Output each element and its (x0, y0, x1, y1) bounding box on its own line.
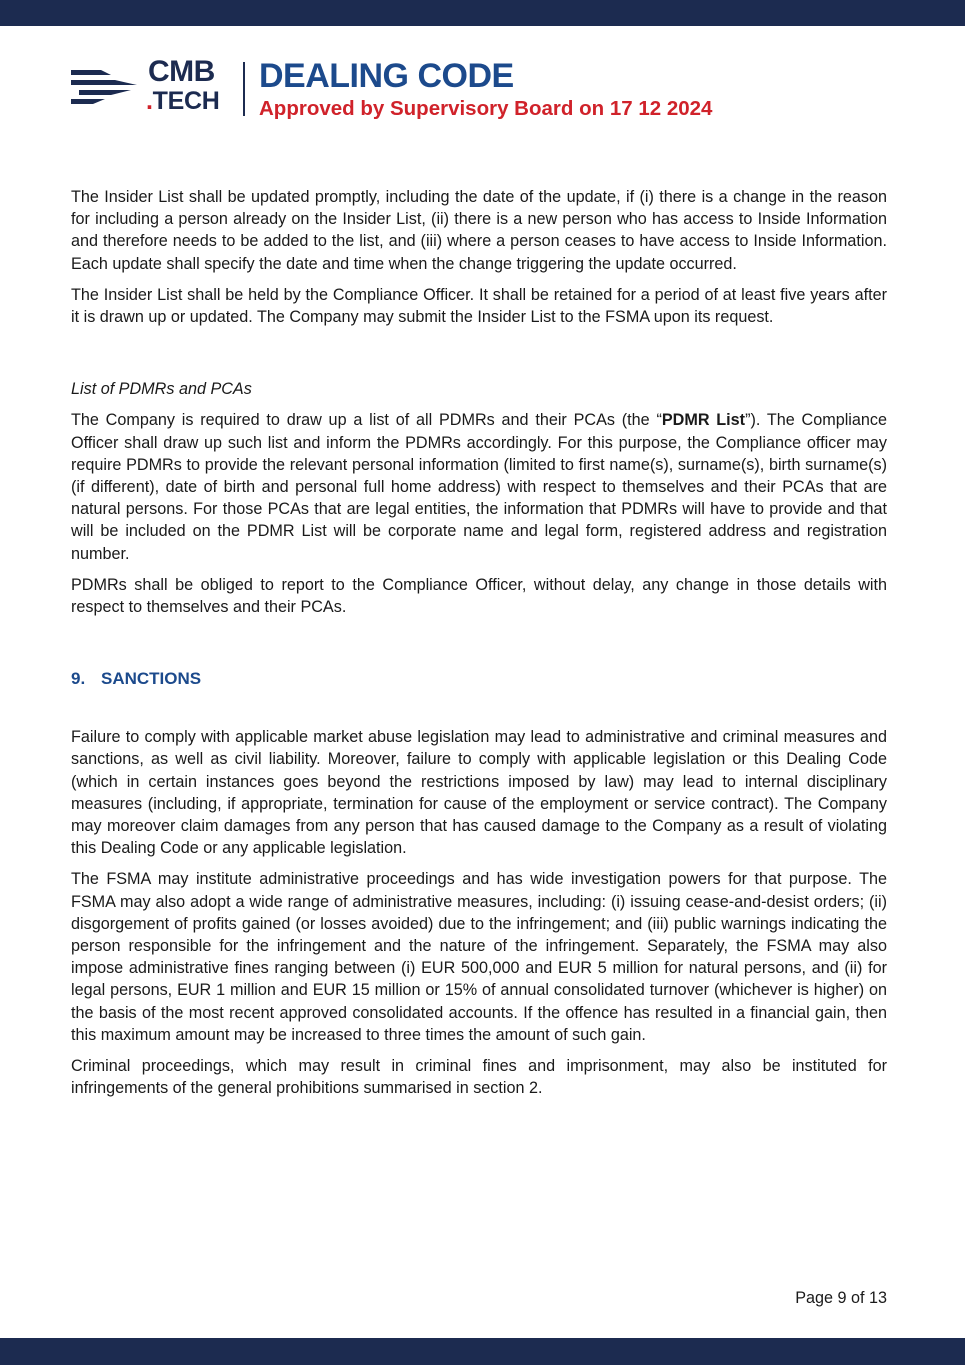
logo-text-tech (146, 88, 220, 114)
paragraph-insider-list-holding: The Insider List shall be held by the Compliance Officer. It shall be retained for a period of at least five years after it is drawn up or updated. The Company may submit the Insider List to the FSMA upon its request. (71, 285, 887, 327)
paragraph-sanctions-failure: Failure to comply with applicable market abuse legislation may lead to administrative and criminal measures and sanctions, as well as civil liability. Moreover, failure to comply with applicable legislation or this Dealing Code (which in certain instances goes beyond the restrictions imposed by law) may lead to internal disciplinary measures (including, if appropriate, termination for cause of the employment or service contract). The Company may moreover claim damages from any person that has caused damage to the Company as a result of violating this Dealing Code or any applicable legislation. (71, 728, 887, 858)
paragraph-fsma-proceedings: The FSMA may institute administrative proceedings and has wide investigation powers for that purpose. The FSMA may also adopt a wide range of administrative measures, including: (i) issuing cease-and-desist orders; (ii) disgorgement of profits gained (or losses avoided) due to the infringement; and (iii) public warnings indicating the person responsible for the infringement and the nature of the infringement. Separately, the FSMA may also impose administrative fines ranging between (i) EUR 500,000 and EUR 5 million for natural persons, and (ii) for legal persons, EUR 1 million and EUR 15 million or 15% of annual consolidated turnover (whichever is higher) on the basis of the most recent approved consolidated accounts. If the offence has resulted in a financial gain, then this maximum amount may be increased to three times the amount of such gain. (71, 870, 887, 1044)
section-title: SANCTIONS (101, 669, 202, 689)
pdmr-list-term: PDMR List (661, 411, 746, 430)
header-divider (243, 62, 245, 116)
section-number: 9. (71, 669, 86, 689)
document-title: DEALING CODE (259, 57, 514, 95)
bottom-bar (0, 1338, 965, 1365)
pdmr-text-end: ”). The Compliance Officer shall draw up such list and inform the PDMRs accordingly. For this purpose, the Compliance officer may require PDMRs to provide the relevant personal information (limited to first name(s), surname(s), birth surname(s) (if different), date of birth and personal full home address) with respect to themselves and their PCAs that are natural persons. For those PCAs that are legal entities, the information that PDMRs will have to provide and that will be included on the PDMR List will be corporate name and legal form, registered address and registration number. (71, 411, 888, 563)
paragraph-pdmr-list (71, 409, 887, 564)
logo-tech-word: TECH (152, 87, 220, 115)
logo-dot: . (146, 87, 153, 115)
document-body (71, 186, 887, 1100)
section-heading-sanctions (71, 668, 887, 690)
document-subtitle: Approved by Supervisory Board on 17 12 2024 (259, 97, 713, 120)
paragraph-insider-list-update: The Insider List shall be updated promptly, including the date of the update, if (i) there is a change in the reason for including a person already on the Insider List, (ii) there is a new person who has access to Inside Information and therefore needs to be added to the list, and (iii) where a person ceases to have access to Inside Information. Each update shall specify the date and time when the change triggering the update occurred. (71, 188, 887, 273)
page-number: Page 9 of 13 (795, 1289, 887, 1307)
subheading-pdmr-list: List of PDMRs and PCAs (71, 380, 252, 399)
paragraph-criminal-proceedings: Criminal proceedings, which may result in criminal fines and imprisonment, may also be instituted for infringements of the general prohibitions summarised in section 2. (71, 1057, 887, 1098)
pdmr-text-start: The Company is required to draw up a list of all PDMRs and their PCAs (the “ (71, 411, 662, 430)
top-bar (0, 0, 965, 26)
cmb-tech-logo-icon (71, 66, 137, 106)
logo-text-cmb: CMB (148, 55, 215, 88)
paragraph-pdmr-reporting: PDMRs shall be obliged to report to the Compliance Officer, without delay, any change in those details with respect to themselves and their PCAs. (71, 575, 887, 617)
